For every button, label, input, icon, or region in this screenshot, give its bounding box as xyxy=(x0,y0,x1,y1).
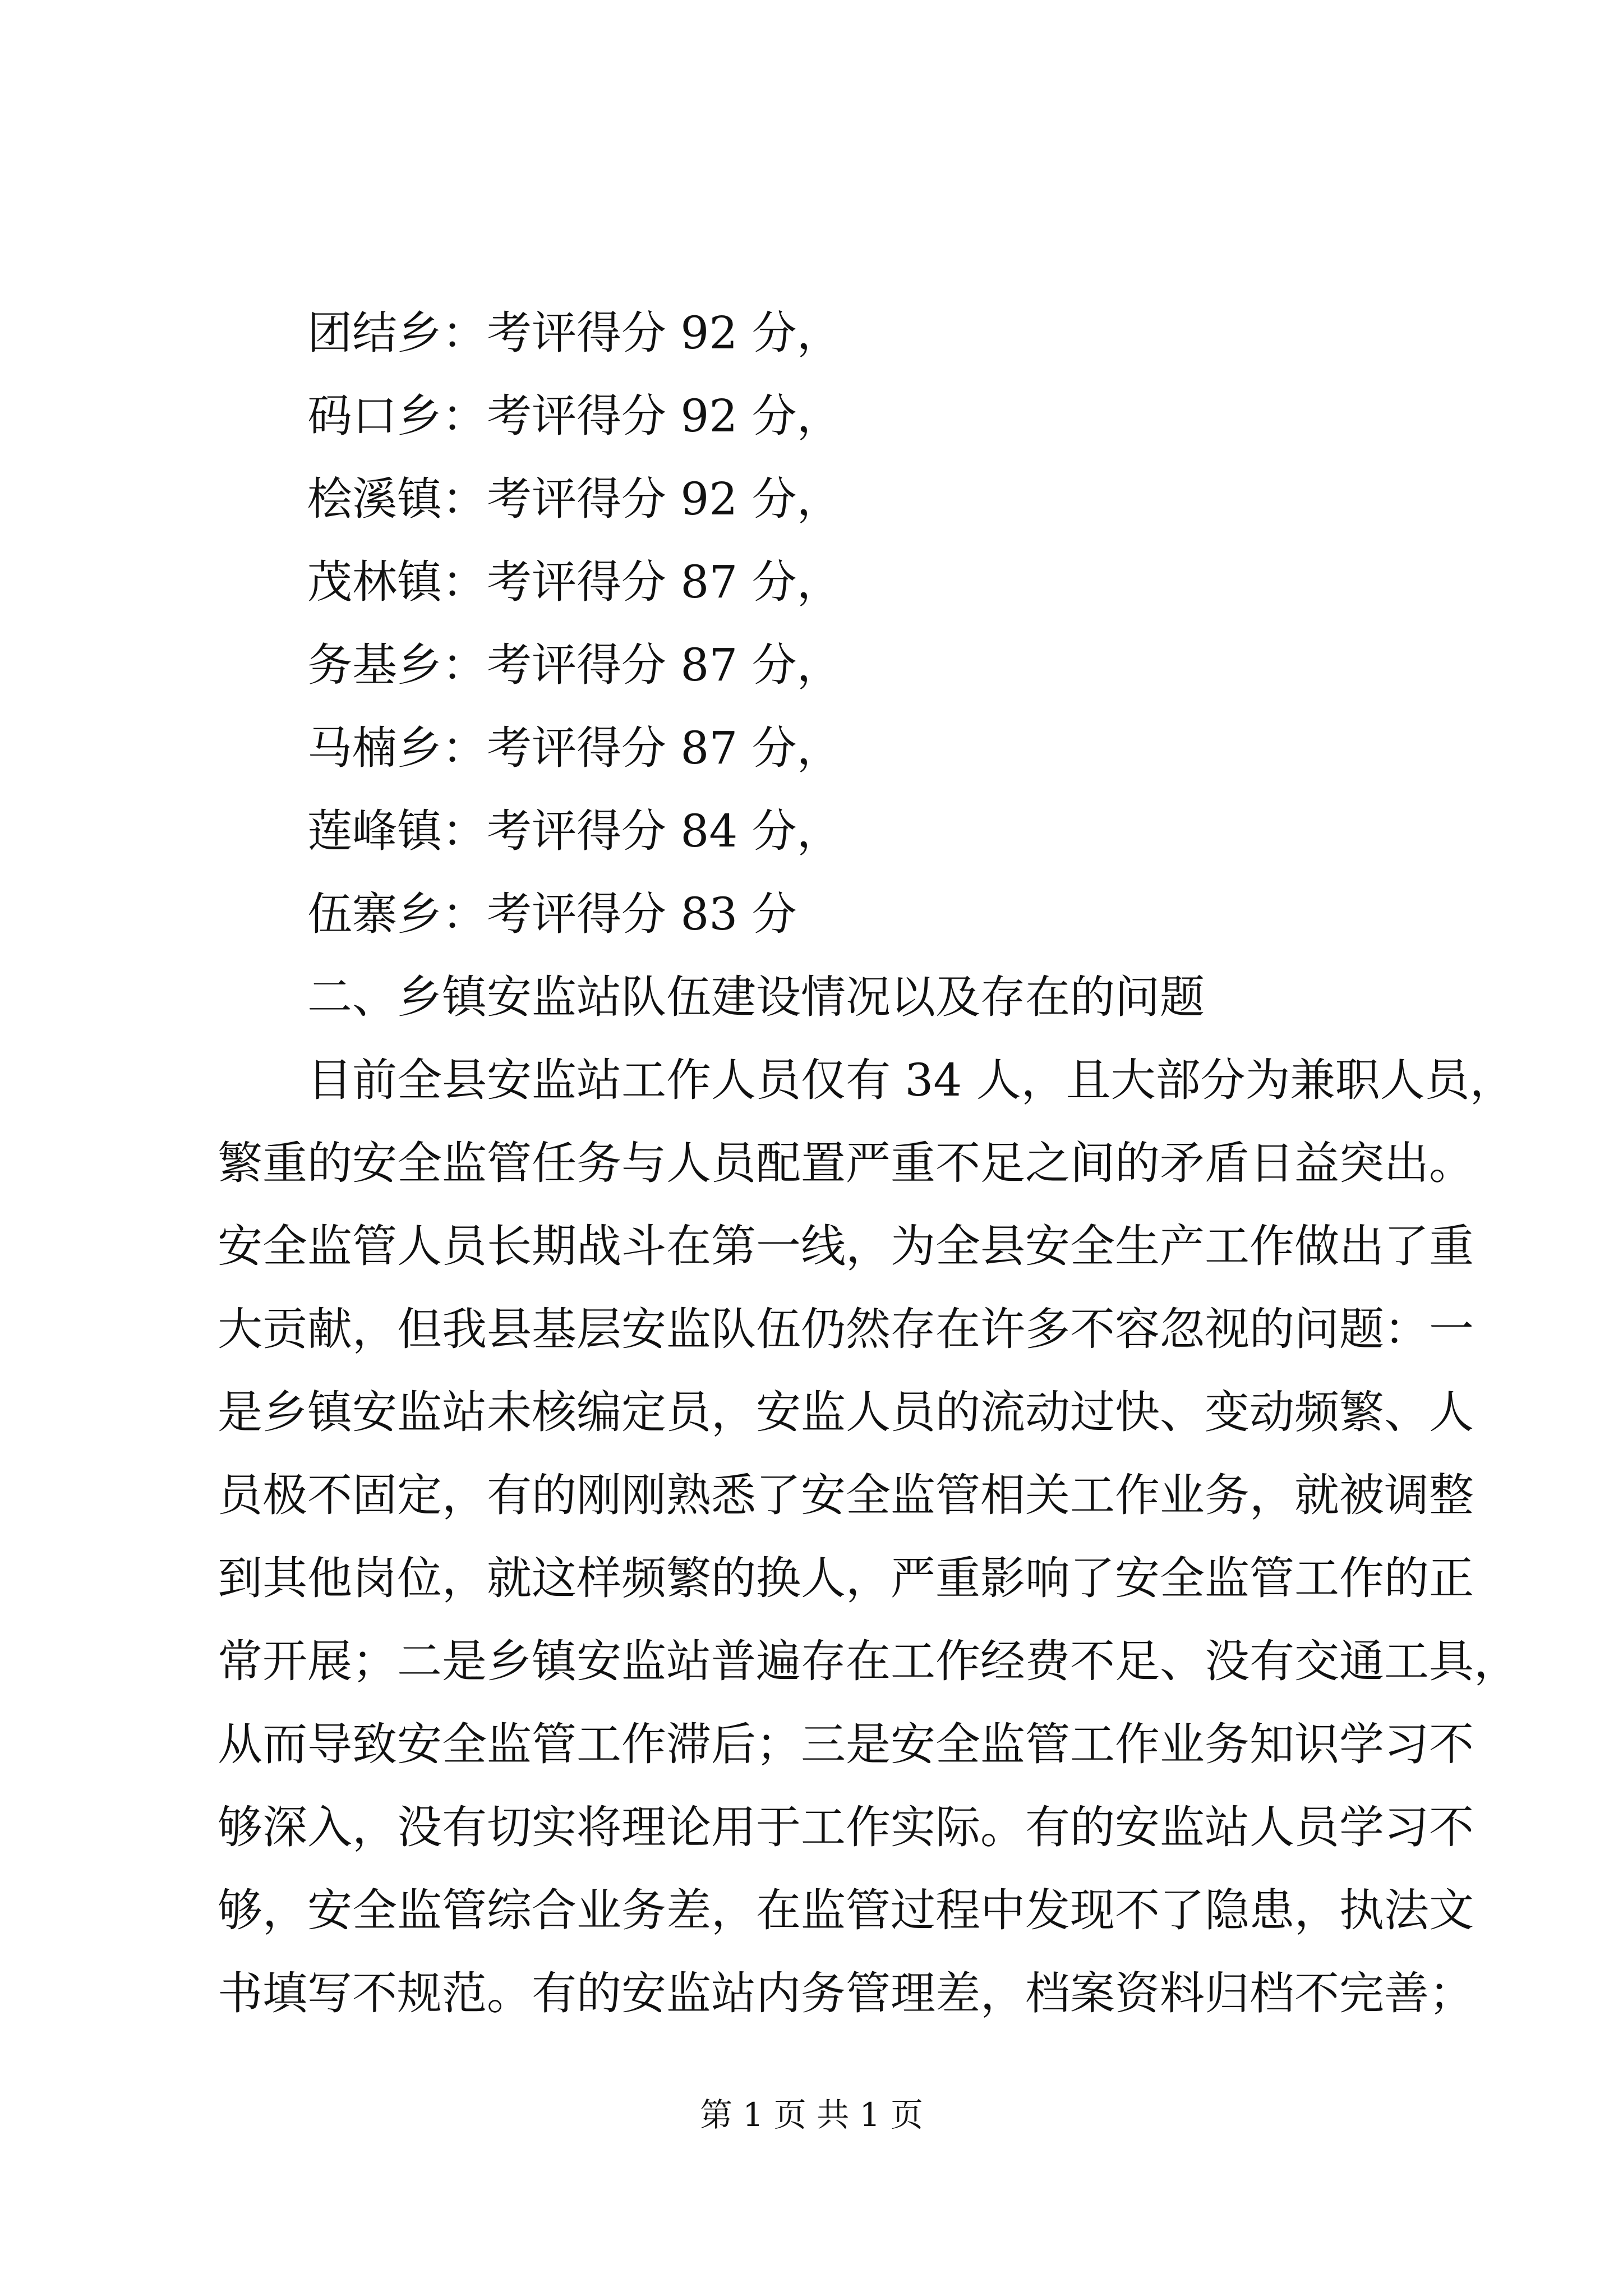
score-item: 桧溪镇：考评得分 92 分， xyxy=(307,473,842,525)
score-item: 莲峰镇：考评得分 84 分， xyxy=(307,805,842,857)
paragraph-line: 从而导致安全监管工作滞后；三是安全监管工作业务知识学习不 xyxy=(218,1718,1474,1770)
section-heading: 二、乡镇安监站队伍建设情况以及存在的问题 xyxy=(307,971,1205,1023)
body-paragraph xyxy=(218,1039,1519,2035)
score-item: 茂林镇：考评得分 87 分， xyxy=(307,556,842,608)
paragraph-line: 够，安全监管综合业务差，在监管过程中发现不了隐患，执法文 xyxy=(218,1884,1474,1936)
score-list xyxy=(307,292,842,956)
score-item: 马楠乡：考评得分 87 分， xyxy=(307,722,842,774)
paragraph-line: 繁重的安全监管任务与人员配置严重不足之间的矛盾日益突出。 xyxy=(218,1137,1474,1189)
score-item: 伍寨乡：考评得分 83 分 xyxy=(307,888,797,940)
paragraph-line: 是乡镇安监站未核编定员，安监人员的流动过快、变动频繁、人 xyxy=(218,1386,1474,1438)
paragraph-line: 大贡献，但我县基层安监队伍仍然存在许多不容忽视的问题：一 xyxy=(218,1303,1474,1355)
paragraph-line: 书填写不规范。有的安监站内务管理差，档案资料归档不完善； xyxy=(218,1967,1474,2019)
paragraph-line: 常开展；二是乡镇安监站普遍存在工作经费不足、没有交通工具， xyxy=(218,1635,1519,1687)
paragraph-line: 够深入，没有切实将理论用于工作实际。有的安监站人员学习不 xyxy=(218,1801,1474,1853)
score-item: 务基乡：考评得分 87 分， xyxy=(307,639,842,691)
paragraph-line: 到其他岗位，就这样频繁的换人，严重影响了安全监管工作的正 xyxy=(218,1552,1474,1604)
score-item: 团结乡：考评得分 92 分， xyxy=(307,307,842,359)
paragraph-line: 员极不固定，有的刚刚熟悉了安全监管相关工作业务，就被调整 xyxy=(218,1469,1474,1521)
score-item: 码口乡：考评得分 92 分， xyxy=(307,390,842,442)
paragraph-line: 安全监管人员长期战斗在第一线，为全县安全生产工作做出了重 xyxy=(218,1220,1474,1272)
paragraph-line: 目前全县安监站工作人员仅有 34 人，且大部分为兼职人员， xyxy=(307,1054,1515,1106)
page-footer: 第 1 页 共 1 页 xyxy=(700,2096,923,2134)
